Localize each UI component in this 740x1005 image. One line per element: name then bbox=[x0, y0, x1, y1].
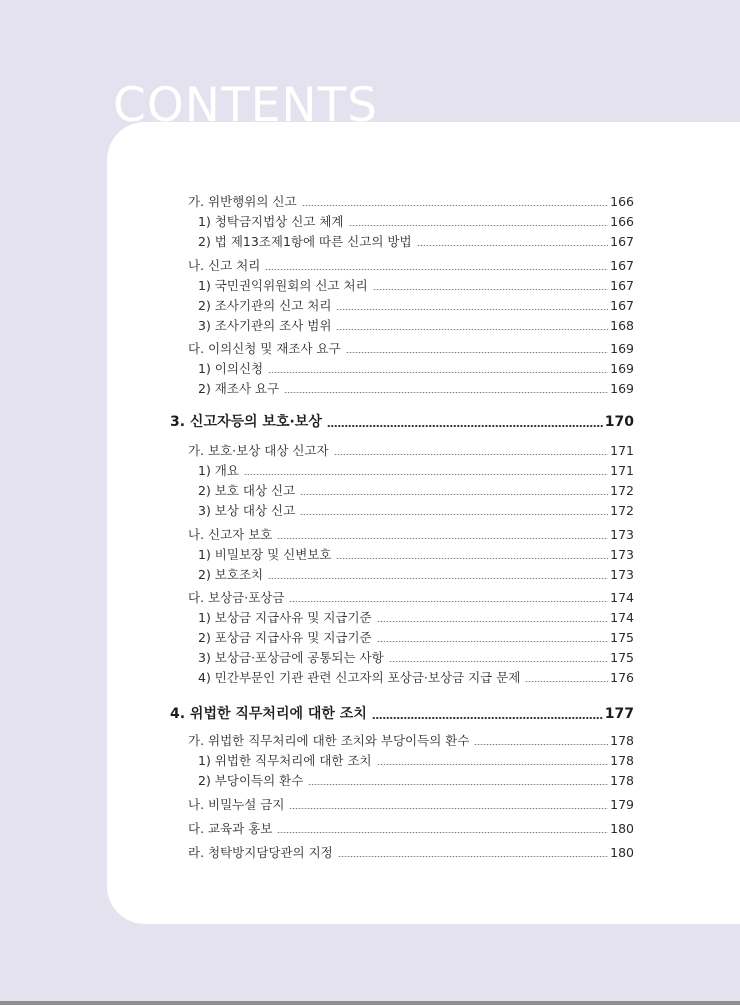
toc-entry[interactable] bbox=[198, 296, 634, 314]
toc-entry-page: 172 bbox=[610, 483, 634, 498]
dot-leader bbox=[338, 856, 608, 857]
dot-leader bbox=[334, 454, 609, 455]
toc-entry[interactable] bbox=[198, 359, 634, 377]
toc-entry[interactable] bbox=[198, 628, 634, 646]
toc-entry[interactable] bbox=[198, 751, 634, 769]
toc-entry-label: 4. 위법한 직무처리에 대한 조치 bbox=[170, 706, 367, 722]
toc-entry-page: 169 bbox=[610, 381, 634, 396]
bottom-rule bbox=[0, 1001, 740, 1005]
dot-leader bbox=[277, 832, 608, 833]
toc-entry[interactable] bbox=[198, 771, 634, 789]
dot-leader bbox=[289, 601, 608, 602]
dot-leader bbox=[417, 245, 609, 246]
toc-entry[interactable] bbox=[188, 795, 634, 813]
toc-entry-page: 177 bbox=[604, 706, 634, 722]
toc-entry-page: 175 bbox=[610, 630, 634, 645]
toc-entry[interactable] bbox=[188, 525, 634, 543]
toc-entry[interactable] bbox=[198, 316, 634, 334]
toc-entry-label: 1) 청탁금지법상 신고 체계 bbox=[198, 214, 344, 229]
toc-entry-label: 2) 보호 대상 신고 bbox=[198, 483, 296, 498]
toc-entry[interactable] bbox=[188, 441, 634, 459]
dot-leader bbox=[349, 225, 609, 226]
toc-entry-page: 173 bbox=[610, 547, 634, 562]
toc-entry-label: 나. 신고자 보호 bbox=[188, 527, 273, 542]
toc-entry-label: 1) 이의신청 bbox=[198, 361, 264, 376]
toc-entry[interactable] bbox=[198, 608, 634, 626]
toc-entry-page: 174 bbox=[610, 590, 634, 605]
toc-entry-page: 167 bbox=[610, 234, 634, 249]
toc-entry-page: 166 bbox=[610, 194, 634, 209]
toc-entry-page: 178 bbox=[610, 753, 634, 768]
toc-section-heading[interactable] bbox=[170, 703, 634, 723]
toc-entry-page: 173 bbox=[610, 567, 634, 582]
toc-entry-page: 180 bbox=[610, 821, 634, 836]
toc-entry[interactable] bbox=[198, 545, 634, 563]
toc-entry-page: 169 bbox=[610, 361, 634, 376]
toc-entry-label: 가. 보호·보상 대상 신고자 bbox=[188, 443, 329, 458]
toc-entry[interactable] bbox=[188, 339, 634, 357]
dot-leader bbox=[389, 661, 608, 662]
toc-entry-page: 169 bbox=[610, 341, 634, 356]
toc-entry[interactable] bbox=[198, 668, 634, 686]
toc-entry[interactable] bbox=[188, 819, 634, 837]
toc-entry-label: 가. 위반행위의 신고 bbox=[188, 194, 297, 209]
toc-entry-page: 175 bbox=[610, 650, 634, 665]
toc-entry-label: 3) 보상 대상 신고 bbox=[198, 503, 296, 518]
toc-entry[interactable] bbox=[188, 731, 634, 749]
toc-entry-page: 178 bbox=[610, 733, 634, 748]
toc-entry-page: 168 bbox=[610, 318, 634, 333]
toc-entry[interactable] bbox=[198, 276, 634, 294]
toc-entry[interactable] bbox=[198, 501, 634, 519]
toc-entry[interactable] bbox=[198, 379, 634, 397]
toc-entry-label: 3) 조사기관의 조사 범위 bbox=[198, 318, 332, 333]
dot-leader bbox=[336, 558, 608, 559]
toc-entry-label: 다. 이의신청 및 재조사 요구 bbox=[188, 341, 341, 356]
toc-entry-page: 167 bbox=[610, 278, 634, 293]
dot-leader bbox=[300, 514, 608, 515]
toc-entry-label: 3) 보상금·포상금에 공통되는 사항 bbox=[198, 650, 384, 665]
dot-leader bbox=[377, 764, 609, 765]
toc-entry-label: 나. 신고 처리 bbox=[188, 258, 261, 273]
toc-entry[interactable] bbox=[198, 648, 634, 666]
dot-leader bbox=[289, 808, 608, 809]
toc-entry-label: 2) 조사기관의 신고 처리 bbox=[198, 298, 332, 313]
toc-entry-page: 171 bbox=[610, 443, 634, 458]
toc-section-heading[interactable] bbox=[170, 411, 634, 431]
dot-leader bbox=[268, 578, 608, 579]
dot-leader bbox=[373, 289, 608, 290]
toc-entry-page: 174 bbox=[610, 610, 634, 625]
toc-entry-label: 2) 부당이득의 환수 bbox=[198, 773, 304, 788]
toc-entry-page: 172 bbox=[610, 503, 634, 518]
toc-entry-label: 1) 비밀보장 및 신변보호 bbox=[198, 547, 332, 562]
toc-entry-page: 178 bbox=[610, 773, 634, 788]
toc-entry[interactable] bbox=[188, 256, 634, 274]
toc-entry-page: 171 bbox=[610, 463, 634, 478]
toc-entry-label: 가. 위법한 직무처리에 대한 조치와 부당이득의 환수 bbox=[188, 733, 470, 748]
toc-entry-label: 2) 재조사 요구 bbox=[198, 381, 280, 396]
toc-entry-label: 다. 보상금·포상금 bbox=[188, 590, 285, 605]
toc-entry-page: 167 bbox=[610, 258, 634, 273]
dot-leader bbox=[265, 269, 608, 270]
toc-entry-label: 4) 민간부문인 기관 관련 신고자의 포상금·보상금 지급 문제 bbox=[198, 670, 521, 685]
dot-leader bbox=[336, 309, 608, 310]
dot-leader bbox=[308, 784, 608, 785]
toc-entry[interactable] bbox=[198, 565, 634, 583]
toc-entry-page: 166 bbox=[610, 214, 634, 229]
dot-leader bbox=[300, 494, 608, 495]
contents-title: CONTENTS bbox=[113, 78, 379, 133]
toc-entry-page: 176 bbox=[610, 670, 634, 685]
toc-entry[interactable] bbox=[188, 588, 634, 606]
dot-leader bbox=[277, 538, 608, 539]
toc-entry-label: 2) 보호조치 bbox=[198, 567, 264, 582]
dot-leader bbox=[336, 329, 608, 330]
toc-entry-label: 1) 보상금 지급사유 및 지급기준 bbox=[198, 610, 372, 625]
toc-entry-label: 3. 신고자등의 보호·보상 bbox=[170, 414, 322, 430]
toc-entry-label: 다. 교육과 홍보 bbox=[188, 821, 273, 836]
dot-leader bbox=[284, 392, 608, 393]
toc-entry[interactable] bbox=[198, 481, 634, 499]
toc-entry-label: 1) 개요 bbox=[198, 463, 239, 478]
toc-entry-label: 라. 청탁방지담당관의 지정 bbox=[188, 845, 333, 860]
dot-leader bbox=[268, 372, 608, 373]
toc-entry[interactable] bbox=[198, 461, 634, 479]
dot-leader bbox=[474, 744, 608, 745]
toc-entry-page: 170 bbox=[604, 414, 634, 430]
dot-leader bbox=[372, 717, 603, 719]
toc-entry[interactable] bbox=[198, 232, 634, 250]
dot-leader bbox=[346, 352, 608, 353]
toc-entry-label: 1) 국민권익위원회의 신고 처리 bbox=[198, 278, 368, 293]
toc-entry-page: 173 bbox=[610, 527, 634, 542]
dot-leader bbox=[525, 681, 608, 682]
toc-entry-label: 나. 비밀누설 금지 bbox=[188, 797, 285, 812]
toc-entry-label: 1) 위법한 직무처리에 대한 조치 bbox=[198, 753, 372, 768]
dot-leader bbox=[244, 474, 608, 475]
dot-leader bbox=[377, 641, 609, 642]
dot-leader bbox=[377, 621, 609, 622]
toc-entry-page: 180 bbox=[610, 845, 634, 860]
toc-entry-label: 2) 포상금 지급사유 및 지급기준 bbox=[198, 630, 372, 645]
toc-entry[interactable] bbox=[188, 192, 634, 210]
dot-leader bbox=[327, 425, 603, 427]
toc-entry-page: 179 bbox=[610, 797, 634, 812]
toc-entry-page: 167 bbox=[610, 298, 634, 313]
dot-leader bbox=[302, 205, 609, 206]
toc-entry[interactable] bbox=[188, 843, 634, 861]
toc-entry-label: 2) 법 제13조제1항에 따른 신고의 방법 bbox=[198, 234, 412, 249]
toc-entry[interactable] bbox=[198, 212, 634, 230]
